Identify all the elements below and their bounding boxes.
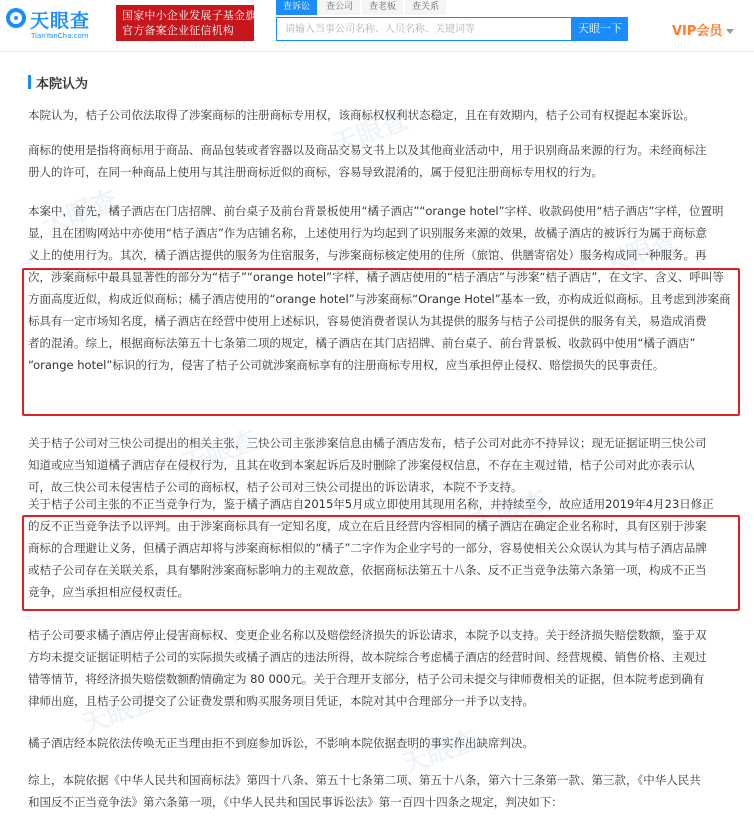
watermark: 天眼查	[598, 225, 682, 281]
paragraph	[28, 732, 736, 754]
paragraph-line: 的反不正当竞争法予以评判。由于涉案商标具有一定知名度，成立在后且经营内容相同的橘子酒店在确定企业名称时，具有区别于涉案	[28, 519, 707, 533]
tab-company[interactable]: 查公司	[319, 0, 360, 15]
paragraph-line: 竞争，应当承担相应侵权责任。	[28, 585, 189, 599]
paragraph-line: 者的混淆。综上，根据商标法第五十七条第二项的规定，橘子酒店在其门店招牌、前台桌子、前台背景板、收款码中使用“橘子酒店”	[28, 336, 696, 350]
watermark: 天眼查	[38, 185, 122, 241]
paragraph-line: 方面高度近似，构成近似商标；橘子酒店使用的“orange hotel”与涉案商标“Orange Hotel”基本一致，亦构成近似商标。且考虑到涉案商	[28, 292, 731, 306]
paragraph-line: 商标的合理避让义务，但橘子酒店却将与涉案商标相似的“橘子”二字作为企业字号的一部分，容易使相关公众误认为其与桔子酒店品牌	[28, 541, 707, 555]
paragraph-line: 可，故三快公司未侵害桔子公司的商标权，桔子公司对三快公司提出的诉讼请求，本院不予支持。	[28, 480, 523, 494]
eye-logo-icon	[6, 8, 26, 28]
paragraph-line: 关于桔子公司对三快公司提出的相关主张，三快公司主张涉案信息由橘子酒店发布，桔子公司对此亦不持异议；现无证据证明三快公司	[28, 436, 707, 450]
watermark: 天眼查	[78, 685, 162, 741]
chevron-down-icon	[726, 29, 734, 34]
title-accent-bar	[28, 75, 31, 89]
paragraph-line: 和国反不正当竞争法》第六条第一项，《中华人民共和国民事诉讼法》第一百四十四条之规定，判决如下：	[28, 795, 563, 809]
paragraph-line: 关于桔子公司主张的不正当竞争行为，鉴于橘子酒店自2015年5月成立即使用其现用名称，并持续至今，故应适用2019年4月23日修正	[28, 497, 714, 511]
paragraph-line: 方均未提交证据证明桔子公司的实际损失或橘子酒店的违法所得，故本院综合考虑橘子酒店的经营时间、经营规模、销售价格、主观过	[28, 650, 707, 664]
paragraph	[28, 493, 736, 603]
search-box	[276, 17, 572, 41]
site-logo[interactable]	[6, 6, 112, 44]
paragraph-line: 综上，本院依据《中华人民共和国商标法》第四十八条、第五十七条第二项、第五十八条，第六十三条第一款、第三款，《中华人民共	[28, 773, 701, 787]
logo-subtext: TianYanCha.com	[31, 32, 89, 40]
slogan-banner	[116, 5, 268, 41]
paragraph-line: 桔子公司要求橘子酒店停止侵害商标权、变更企业名称以及赔偿经济损失的诉讼请求，本院予以支持。关于经济损失赔偿数额，鉴于双	[28, 628, 707, 642]
paragraph-line: 册人的许可，在同一种商品上使用与其注册商标近似的商标，容易导致混淆的，属于侵犯注册商标专用权的行为。	[28, 165, 603, 179]
paragraph	[28, 432, 736, 498]
paragraph-line: 本案中，首先，橘子酒店在门店招牌、前台桌子及前台背景板使用“橘子酒店”“orange hotel”字样、收款码使用“桔子酒店”字样，位置明	[28, 204, 724, 218]
paragraph-line: 或桔子公司存在关联关系，具有攀附涉案商标影响力的主观故意，依据商标法第五十八条、反不正当竞争法第六条第一项，构成不正当	[28, 563, 707, 577]
watermark: 天眼查	[468, 485, 552, 541]
paragraph-line: 橘子酒店经本院依法传唤无正当理由拒不到庭参加诉讼，不影响本院依据查明的事实作出缺席判决。	[28, 736, 534, 750]
tab-lawsuit[interactable]: 查诉讼	[276, 0, 317, 15]
paragraph	[28, 139, 736, 183]
search-button[interactable]: 天眼一下	[572, 17, 628, 41]
paragraph	[28, 104, 736, 126]
judgment-content	[0, 52, 754, 829]
search-input[interactable]	[277, 18, 571, 40]
paragraph-line: 次，涉案商标中最具显著性的部分为“桔子”“orange hotel”字样，橘子酒店使用的“桔子酒店”与涉案“桔子酒店”，在文字、含义、呼叫等	[28, 270, 724, 284]
paragraph	[28, 624, 736, 712]
vip-label: VIP会员	[672, 24, 723, 39]
slogan-line-1: 国家中小企业发展子基金旗下	[122, 9, 268, 22]
watermark: 天眼查	[398, 725, 482, 781]
watermark: 天眼查	[178, 425, 262, 481]
section-title-text: 本院认为	[36, 76, 89, 92]
watermark: 天眼查	[328, 105, 412, 161]
slogan-line-2: 官方备案企业征信机构	[122, 24, 234, 37]
paragraph-line: 义上的使用行为。其次，橘子酒店提供的服务为住宿服务，与涉案商标核定使用的住所（旅馆、供膳寄宿处）服务构成同一种服务。再	[28, 248, 707, 262]
tab-boss[interactable]: 查老板	[362, 0, 403, 15]
logo-text: 天眼查	[30, 10, 91, 32]
paragraph-line: 本院认为，桔子公司依法取得了涉案商标的注册商标专用权，该商标权权利状态稳定，且在有效期内，桔子公司有权提起本案诉讼。	[28, 108, 695, 122]
section-title	[28, 74, 88, 90]
paragraph-line: “orange hotel”标识的行为，侵害了桔子公司就涉案商标享有的注册商标专用权，应当承担停止侵权、赔偿损失的民事责任。	[28, 358, 665, 372]
top-header	[0, 0, 754, 52]
paragraph-line: 显，且在团购网站中亦使用“桔子酒店”作为店铺名称，上述使用行为均起到了识别服务来源的效果，故橘子酒店的被诉行为属于商标意	[28, 226, 707, 240]
paragraph-line: 知道或应当知道橘子酒店存在侵权行为，且其在收到本案起诉后及时删除了涉案侵权信息，不存在主观过错，桔子公司对此亦表示认	[28, 458, 695, 472]
paragraph-line: 错等情节，将经济损失赔偿数额酌情确定为 80 000元。关于合理开支部分，桔子公司未提交与律师费相关的证据，但本院考虑到确有	[28, 672, 705, 686]
paragraph-line: 标具有一定市场知名度，橘子酒店在经营中使用上述标识，容易使消费者误认为其提供的服务与桔子公司提供的服务有关，易造成消费	[28, 314, 707, 328]
paragraph-line: 商标的使用是指将商标用于商品、商品包装或者容器以及商品交易文书上以及其他商业活动中，用于识别商品来源的行为。未经商标注	[28, 143, 707, 157]
paragraph-line: 律师出庭，且桔子公司提交了公证费发票和购买服务项目凭证，本院对其中合理部分一并予以支持。	[28, 694, 534, 708]
tab-relation[interactable]: 查关系	[405, 0, 446, 15]
vip-member-menu[interactable]	[672, 20, 734, 39]
search-tabs	[276, 0, 448, 15]
paragraph	[28, 200, 736, 376]
paragraph	[28, 769, 736, 813]
